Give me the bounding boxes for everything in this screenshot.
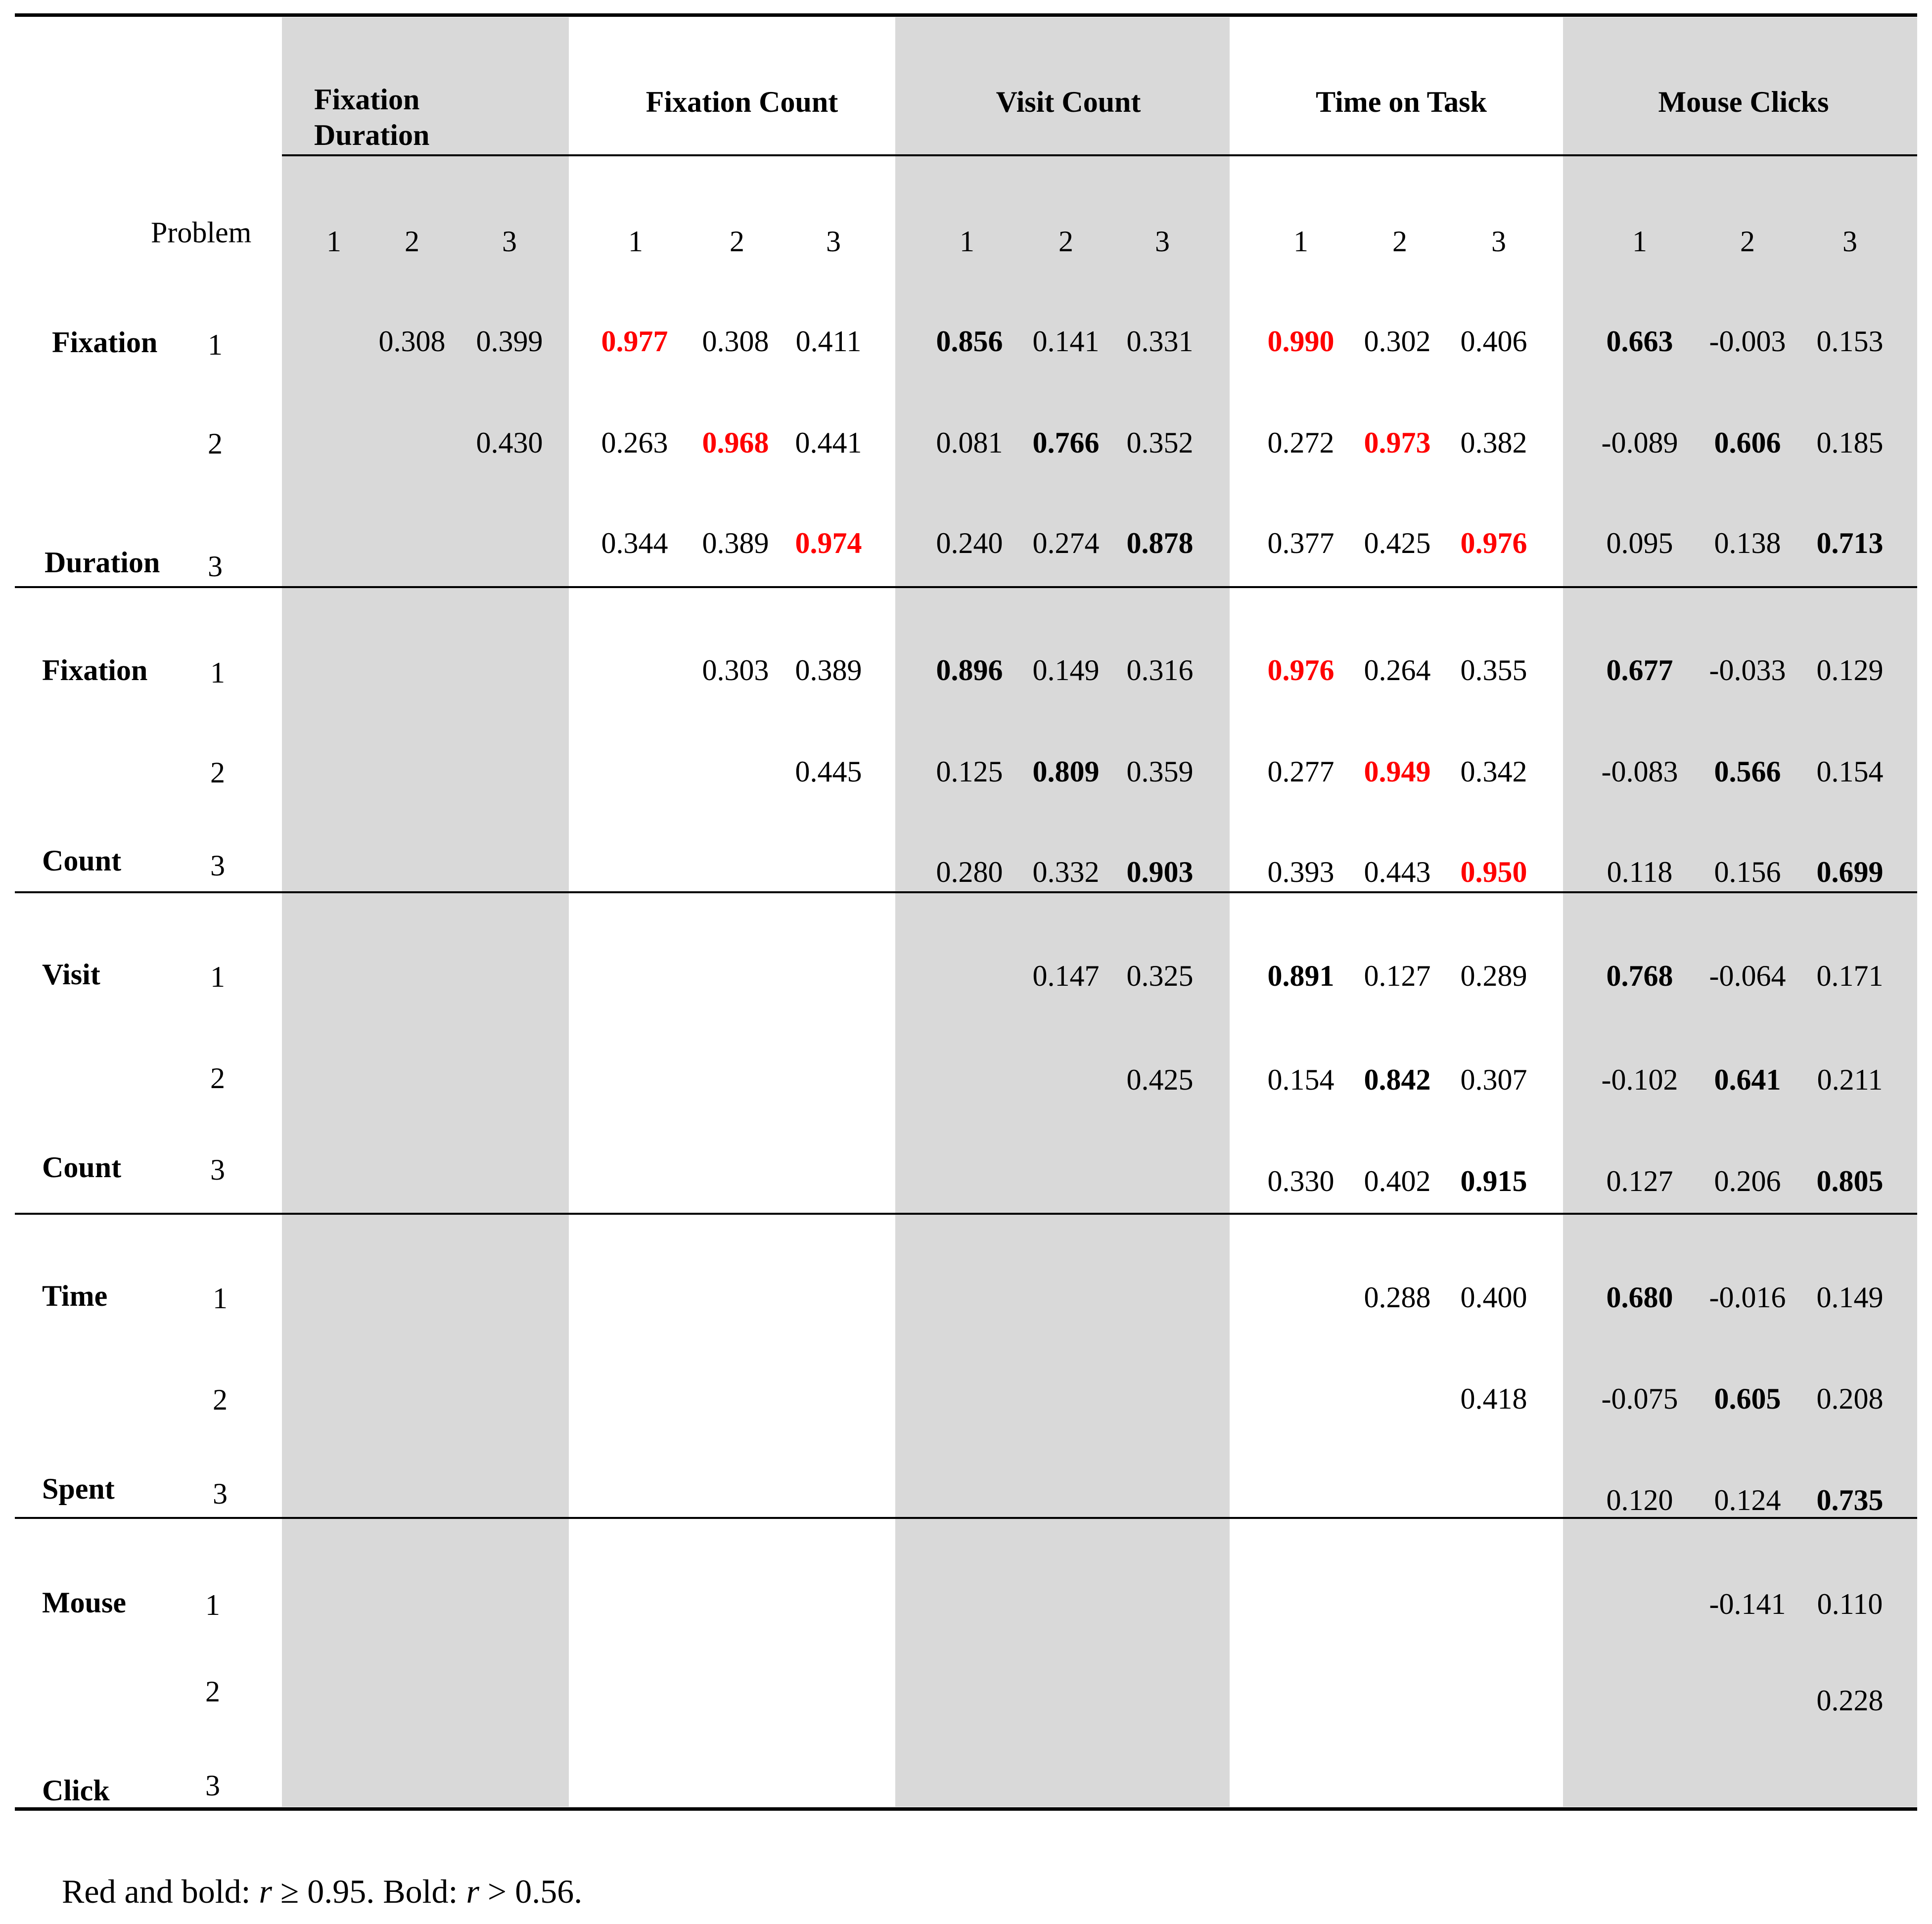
correlation-cell: 0.605 (1714, 1382, 1781, 1415)
correlation-cell: 0.171 (1816, 960, 1884, 992)
col-group-header-mouse-clicks: Mouse Clicks (1658, 86, 1829, 118)
row-group-label: Visit (42, 958, 100, 991)
correlation-cell: 0.307 (1460, 1063, 1527, 1096)
footnote-text: > 0.56. (479, 1873, 583, 1910)
correlation-cell: 0.443 (1364, 856, 1431, 888)
correlation-cell: 0.342 (1460, 755, 1527, 788)
row-problem-number: 2 (208, 427, 223, 460)
row-group-label: Fixation (42, 654, 148, 687)
correlation-cell: 0.891 (1267, 960, 1334, 992)
row-group-label: Click (42, 1774, 110, 1807)
correlation-cell: 0.118 (1607, 856, 1673, 888)
correlation-cell: 0.713 (1816, 527, 1884, 559)
correlation-cell: 0.153 (1816, 325, 1884, 358)
correlation-cell: 0.331 (1126, 325, 1194, 358)
footnote-text: Red and bold: (62, 1873, 259, 1910)
header-underline (282, 154, 1917, 156)
shade-mouse-clicks (1563, 17, 1917, 1807)
correlation-cell: 0.154 (1816, 755, 1884, 788)
row-problem-number: 2 (205, 1675, 220, 1708)
correlation-cell: 0.766 (1032, 426, 1100, 459)
correlation-cell: 0.316 (1126, 654, 1194, 687)
correlation-cell: 0.566 (1714, 755, 1781, 788)
column-problem-number: 3 (1842, 225, 1857, 258)
correlation-cell: 0.154 (1267, 1063, 1334, 1096)
footnote-variable: r (466, 1873, 479, 1910)
row-problem-number: 3 (210, 1153, 225, 1186)
row-problem-number: 1 (210, 656, 225, 689)
col-group-header-fixation-duration (314, 82, 429, 153)
problem-label: Problem (151, 216, 252, 249)
column-problem-number: 1 (960, 225, 974, 258)
correlation-cell: 0.208 (1816, 1382, 1884, 1415)
correlation-cell: 0.663 (1606, 325, 1673, 358)
col-group-header-time-on-task: Time on Task (1316, 86, 1487, 118)
row-problem-number: 3 (210, 849, 225, 882)
row-group-label: Count (42, 1151, 122, 1184)
col-group-header-line: Duration (314, 119, 430, 151)
correlation-cell: 0.272 (1267, 426, 1334, 459)
correlation-cell: 0.977 (601, 325, 668, 358)
correlation-cell: 0.138 (1714, 527, 1781, 559)
correlation-cell: 0.680 (1606, 1281, 1673, 1314)
correlation-cell: 0.949 (1364, 755, 1431, 788)
correlation-cell: 0.147 (1032, 960, 1100, 992)
correlation-cell: 0.359 (1126, 755, 1194, 788)
correlation-cell: 0.302 (1364, 325, 1431, 358)
correlation-cell: 0.274 (1032, 527, 1100, 559)
column-problem-number: 1 (1632, 225, 1647, 258)
column-problem-number: 3 (502, 225, 517, 258)
correlation-cell: 0.805 (1816, 1165, 1884, 1197)
correlation-cell: 0.968 (702, 426, 769, 459)
correlation-cell: -0.102 (1601, 1063, 1678, 1096)
row-problem-number: 3 (208, 550, 223, 583)
correlation-cell: 0.124 (1714, 1484, 1781, 1516)
group-separator-1 (15, 586, 1917, 588)
correlation-cell: 0.206 (1714, 1165, 1781, 1197)
correlation-cell: 0.402 (1364, 1165, 1431, 1197)
correlation-cell: 0.903 (1126, 856, 1194, 888)
correlation-cell: 0.411 (795, 325, 862, 358)
row-group-label: Spent (42, 1472, 115, 1505)
correlation-cell: 0.344 (601, 527, 668, 559)
footnote-variable: r (259, 1873, 272, 1910)
correlation-cell: 0.332 (1032, 856, 1100, 888)
correlation-cell: 0.809 (1032, 755, 1100, 788)
correlation-cell: 0.842 (1364, 1063, 1431, 1096)
correlation-cell: -0.141 (1709, 1588, 1786, 1620)
top-rule (15, 13, 1917, 17)
row-problem-number: 1 (213, 1282, 228, 1315)
correlation-cell: 0.896 (936, 654, 1003, 687)
row-problem-number: 1 (205, 1589, 220, 1621)
column-problem-number: 2 (405, 225, 419, 258)
column-problem-number: 1 (628, 225, 643, 258)
correlation-cell: 0.389 (702, 527, 769, 559)
correlation-cell: 0.377 (1267, 527, 1334, 559)
correlation-cell: 0.280 (936, 856, 1003, 888)
col-group-header-visit-count: Visit Count (996, 86, 1141, 118)
correlation-cell: 0.264 (1364, 654, 1431, 687)
column-problem-number: 1 (326, 225, 341, 258)
correlation-cell: 0.081 (936, 426, 1003, 459)
correlation-cell: 0.288 (1364, 1281, 1431, 1314)
correlation-cell: 0.915 (1460, 1165, 1527, 1197)
correlation-cell: 0.127 (1606, 1165, 1673, 1197)
correlation-cell: 0.606 (1714, 426, 1781, 459)
correlation-cell: 0.400 (1460, 1281, 1527, 1314)
row-group-label: Time (42, 1280, 108, 1312)
col-group-header-line: Fixation (314, 83, 420, 116)
row-group-label: Count (42, 844, 122, 877)
row-group-label: Mouse (42, 1586, 126, 1619)
correlation-cell: 0.406 (1460, 325, 1527, 358)
correlation-cell: 0.330 (1267, 1165, 1334, 1197)
correlation-cell: 0.156 (1714, 856, 1781, 888)
correlation-cell: 0.425 (1364, 527, 1431, 559)
correlation-cell: 0.735 (1816, 1484, 1884, 1516)
correlation-cell: 0.441 (795, 426, 862, 459)
row-problem-number: 3 (205, 1769, 220, 1802)
correlation-cell: 0.393 (1267, 856, 1334, 888)
col-group-header-fixation-count: Fixation Count (645, 86, 838, 118)
row-group-label: Fixation (52, 326, 158, 359)
correlation-cell: 0.699 (1816, 856, 1884, 888)
correlation-cell: 0.677 (1606, 654, 1673, 687)
correlation-cell: -0.033 (1709, 654, 1786, 687)
correlation-cell: 0.382 (1460, 426, 1527, 459)
correlation-cell: 0.878 (1126, 527, 1194, 559)
column-problem-number: 2 (1392, 225, 1407, 258)
column-problem-number: 3 (1491, 225, 1506, 258)
row-problem-number: 1 (208, 328, 223, 361)
correlation-cell: 0.303 (702, 654, 769, 687)
correlation-cell: 0.389 (795, 654, 862, 687)
correlation-cell: 0.125 (936, 755, 1003, 788)
correlation-cell: 0.095 (1606, 527, 1673, 559)
group-separator-3 (15, 1213, 1917, 1215)
correlation-cell: 0.445 (795, 755, 862, 788)
correlation-cell: 0.856 (936, 325, 1003, 358)
correlation-cell: 0.141 (1032, 325, 1100, 358)
correlation-cell: 0.973 (1364, 426, 1431, 459)
correlation-cell: 0.399 (476, 325, 543, 358)
correlation-cell: 0.355 (1460, 654, 1527, 687)
footnote (62, 1875, 582, 1908)
shade-fixation-duration (282, 17, 569, 1807)
row-problem-number: 2 (213, 1383, 228, 1416)
row-problem-number: 1 (210, 961, 225, 993)
correlation-cell: 0.211 (1817, 1063, 1883, 1096)
correlation-cell: 0.352 (1126, 426, 1194, 459)
correlation-cell: 0.641 (1714, 1063, 1781, 1096)
column-problem-number: 2 (1740, 225, 1755, 258)
column-problem-number: 3 (1155, 225, 1170, 258)
correlation-cell: 0.976 (1460, 527, 1527, 559)
correlation-cell: -0.083 (1601, 755, 1678, 788)
correlation-cell: 0.149 (1816, 1281, 1884, 1314)
correlation-cell: -0.003 (1709, 325, 1786, 358)
row-problem-number: 2 (210, 756, 225, 789)
group-separator-4 (15, 1517, 1917, 1519)
footnote-text: ≥ 0.95. Bold: (272, 1873, 466, 1910)
correlation-cell: 0.768 (1606, 960, 1673, 992)
correlation-cell: 0.263 (601, 426, 668, 459)
correlation-cell: -0.016 (1709, 1281, 1786, 1314)
correlation-cell: 0.976 (1267, 654, 1334, 687)
correlation-cell: 0.120 (1606, 1484, 1673, 1516)
correlation-cell: -0.064 (1709, 960, 1786, 992)
column-problem-number: 3 (826, 225, 841, 258)
bottom-rule (15, 1807, 1917, 1811)
correlation-cell: 0.277 (1267, 755, 1334, 788)
correlation-cell: 0.127 (1364, 960, 1431, 992)
correlation-cell: 0.289 (1460, 960, 1527, 992)
correlation-cell: -0.089 (1601, 426, 1678, 459)
correlation-cell: -0.075 (1601, 1382, 1678, 1415)
correlation-cell: 0.418 (1460, 1382, 1527, 1415)
correlation-cell: 0.228 (1816, 1684, 1884, 1717)
correlation-cell: 0.149 (1032, 654, 1100, 687)
column-problem-number: 2 (1058, 225, 1073, 258)
row-group-label: Duration (45, 546, 160, 579)
correlation-cell: 0.325 (1126, 960, 1194, 992)
correlation-cell: 0.430 (476, 426, 543, 459)
row-problem-number: 2 (210, 1062, 225, 1095)
correlation-cell: 0.308 (702, 325, 769, 358)
correlation-cell: 0.240 (936, 527, 1003, 559)
correlation-cell: 0.185 (1816, 426, 1884, 459)
shade-visit-count (895, 17, 1230, 1807)
correlation-cell: 0.425 (1126, 1063, 1194, 1096)
correlation-cell: 0.110 (1817, 1588, 1883, 1620)
correlation-cell: 0.974 (795, 527, 862, 559)
row-problem-number: 3 (213, 1477, 228, 1510)
correlation-cell: 0.990 (1267, 325, 1334, 358)
column-problem-number: 2 (730, 225, 744, 258)
correlation-cell: 0.950 (1460, 856, 1527, 888)
group-separator-2 (15, 891, 1917, 893)
correlation-cell: 0.129 (1816, 654, 1884, 687)
correlation-cell: 0.308 (378, 325, 446, 358)
column-problem-number: 1 (1293, 225, 1308, 258)
